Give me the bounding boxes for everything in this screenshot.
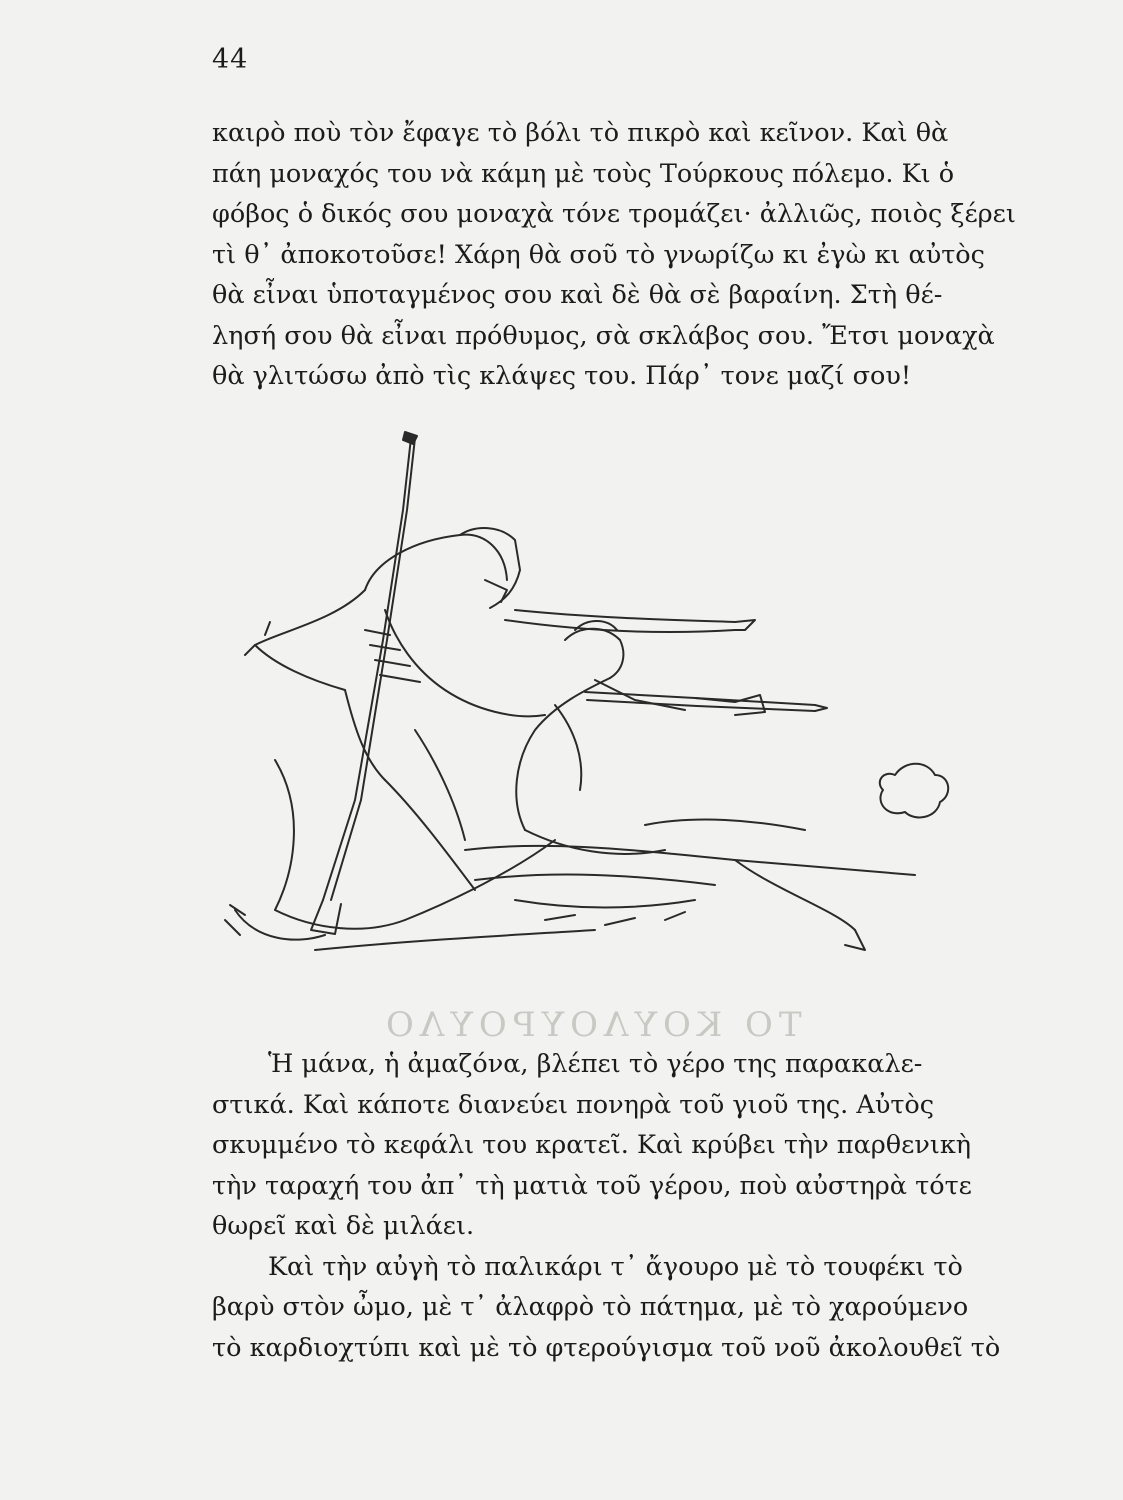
paragraph-top bbox=[212, 113, 1016, 397]
text-line: τὸ καρδιοχτύπι καὶ μὲ τὸ φτερούγισμα τοῦ νοῦ ἀκολουθεῖ τὸ bbox=[212, 1332, 1001, 1363]
text-line: καιρὸ ποὺ τὸν ἔφαγε τὸ βόλι τὸ πικρὸ καὶ κεῖνον. Καὶ θὰ bbox=[212, 118, 949, 148]
text-line: λησή σου θὰ εἶναι πρόθυμος, σὰ σκλάβος σου. Ἔτσι μοναχὰ bbox=[212, 320, 995, 351]
youth-figure bbox=[516, 621, 685, 854]
text-line: θὰ εἶναι ὑποταγμένος σου καὶ δὲ θὰ σὲ βαραίνη. Στὴ θέ- bbox=[212, 280, 943, 310]
bleed-through-text: ΤΟ ΚΟΥΛΟΥΡΟΥΛΟ bbox=[380, 1005, 802, 1045]
text-line: βαρὺ στὸν ὦμο, μὲ τ᾽ ἀλαφρὸ τὸ πάτημα, μὲ τὸ χαρούμενο bbox=[212, 1292, 969, 1322]
text-line: θὰ γλιτώσω ἀπὸ τὶς κλάψες του. Πάρ᾽ τονε μαζί σου! bbox=[212, 361, 912, 391]
upright-rifle bbox=[311, 432, 417, 934]
text-line: στικά. Καὶ κάποτε διανεύει πονηρὰ τοῦ γιοῦ της. Αὐτὸς bbox=[212, 1089, 935, 1120]
rocky-ground bbox=[315, 820, 915, 950]
text-line: Ἡ μάνα, ἡ ἀμαζόνα, βλέπει τὸ γέρο της παρακαλε- bbox=[268, 1049, 923, 1079]
text-line: σκυμμένο τὸ κεφάλι του κρατεῖ. Καὶ κρύβει τὴν παρθενικὴ bbox=[212, 1130, 972, 1160]
illustration-warriors bbox=[215, 430, 955, 990]
text-line: Καὶ τὴν αὐγὴ τὸ παλικάρι τ᾽ ἄγουρο μὲ τὸ τουφέκι τὸ bbox=[268, 1251, 963, 1282]
page-number: 44 bbox=[212, 44, 249, 75]
text-line: τὴν ταραχή του ἀπ᾽ τὴ ματιὰ τοῦ γέρου, ποὺ αὐστηρὰ τότε bbox=[212, 1170, 972, 1201]
text-line: φόβος ὁ δικός σου μοναχὰ τόνε τρομάζει· ἀλλιῶς, ποιὸς ξέρει bbox=[212, 199, 1016, 229]
aimed-rifle bbox=[585, 692, 827, 715]
text-line: τὶ θ᾽ ἀποκοτοῦσε! Χάρη θὰ σοῦ τὸ γνωρίζω κι ἐγὼ κι αὐτὸς bbox=[212, 239, 985, 270]
text-line: πάη μοναχός του νὰ κάμη μὲ τοὺς Τούρκους πόλεμο. Κι ὁ bbox=[212, 158, 955, 189]
text-line: θωρεῖ καὶ δὲ μιλάει. bbox=[212, 1211, 475, 1241]
smoke-puff bbox=[880, 764, 948, 818]
paragraph-mid bbox=[212, 1044, 1001, 1368]
